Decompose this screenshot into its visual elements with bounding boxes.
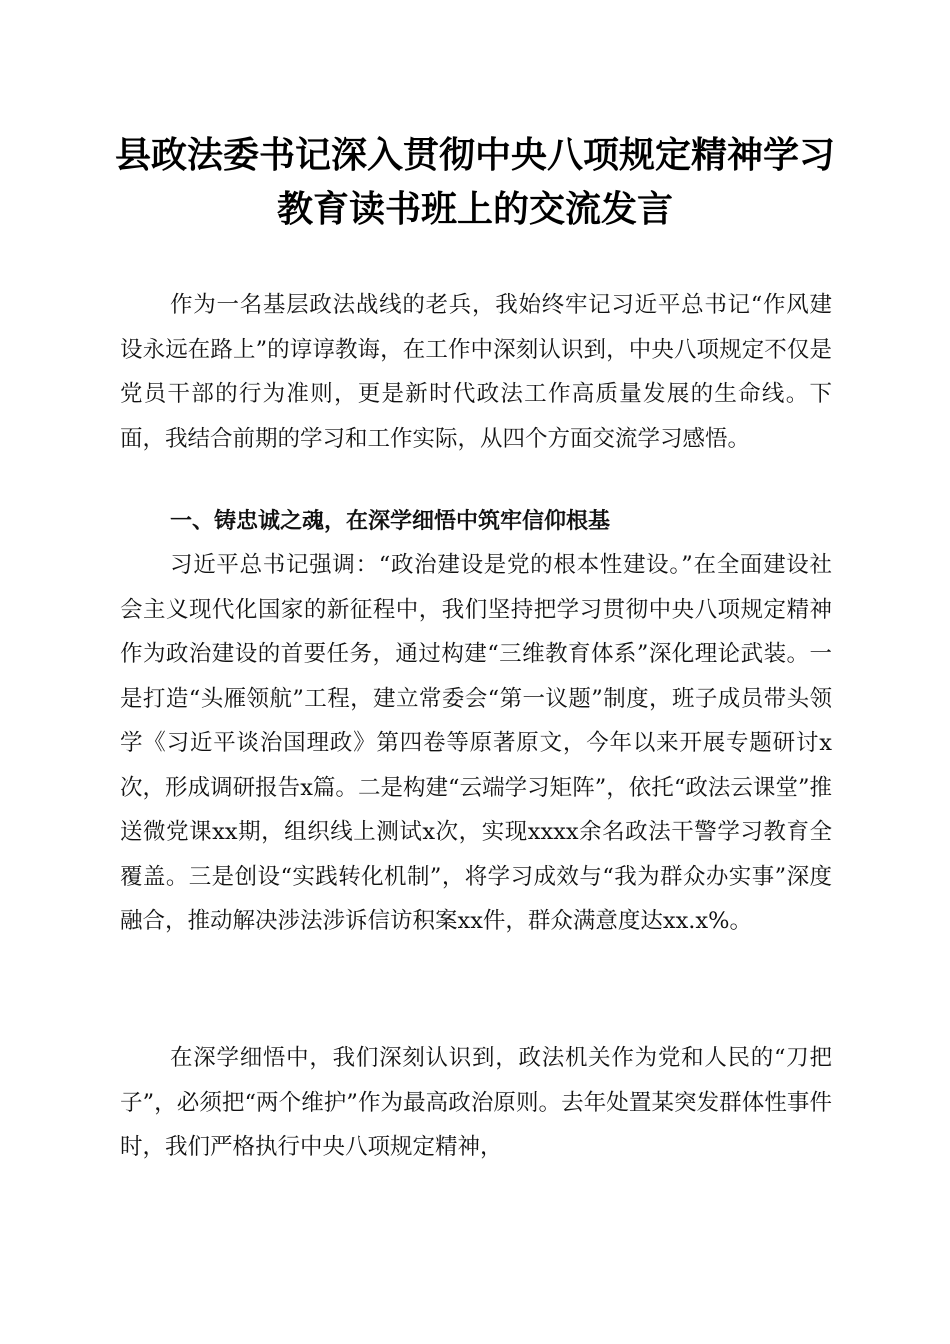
- section-heading-block: [120, 498, 832, 546]
- section-1-heading: 一、铸忠诚之魂，在深学细悟中筑牢信仰根基: [170, 509, 611, 534]
- title-line-1: 县政法委书记深入贯彻中央八项规定精神学习: [114, 134, 835, 176]
- title-line-2: 教育读书班上的交流发言: [276, 188, 673, 230]
- section-1-paragraph-2-block: [120, 1036, 832, 1170]
- intro-paragraph-block: [120, 283, 832, 461]
- intro-paragraph: 作为一名基层政法战线的老兵，我始终牢记习近平总书记“作风建设永远在路上”的谆谆教诲，在工作中深刻认识到，中央八项规定不仅是党员干部的行为准则，更是新时代政法工作高质量发展的生命线。下面，我结合前期的学习和工作实际，从四个方面交流学习感悟。: [120, 292, 832, 452]
- section-1-paragraph: 习近平总书记强调：“政治建设是党的根本性建设。”在全面建设社会主义现代化国家的新征程中，我们坚持把学习贯彻中央八项规定精神作为政治建设的首要任务，通过构建“三维教育体系”深化理论武装。一是打造“头雁领航”工程，建立常委会“第一议题”制度，班子成员带头领学《习近平谈治国理政》第四卷等原著原文，今年以来开展专题研讨x次，形成调研报告x篇。二是构建“云端学习矩阵”，依托“政法云课堂”推送微党课xx期，组织线上测试x次，实现xxxx余名政法干警学习教育全覆盖。三是创设“实践转化机制”，将学习成效与“我为群众办实事”深度融合，推动解决涉法涉诉信访积案xx件，群众满意度达xx.x%。: [120, 552, 832, 934]
- section-1-paragraph-block: [120, 543, 832, 944]
- document-title: [100, 128, 850, 236]
- section-1-paragraph-2: 在深学细悟中，我们深刻认识到，政法机关作为党和人民的“刀把子”，必须把“两个维护”作为最高政治原则。去年处置某突发群体性事件时，我们严格执行中央八项规定精神，: [120, 1045, 832, 1160]
